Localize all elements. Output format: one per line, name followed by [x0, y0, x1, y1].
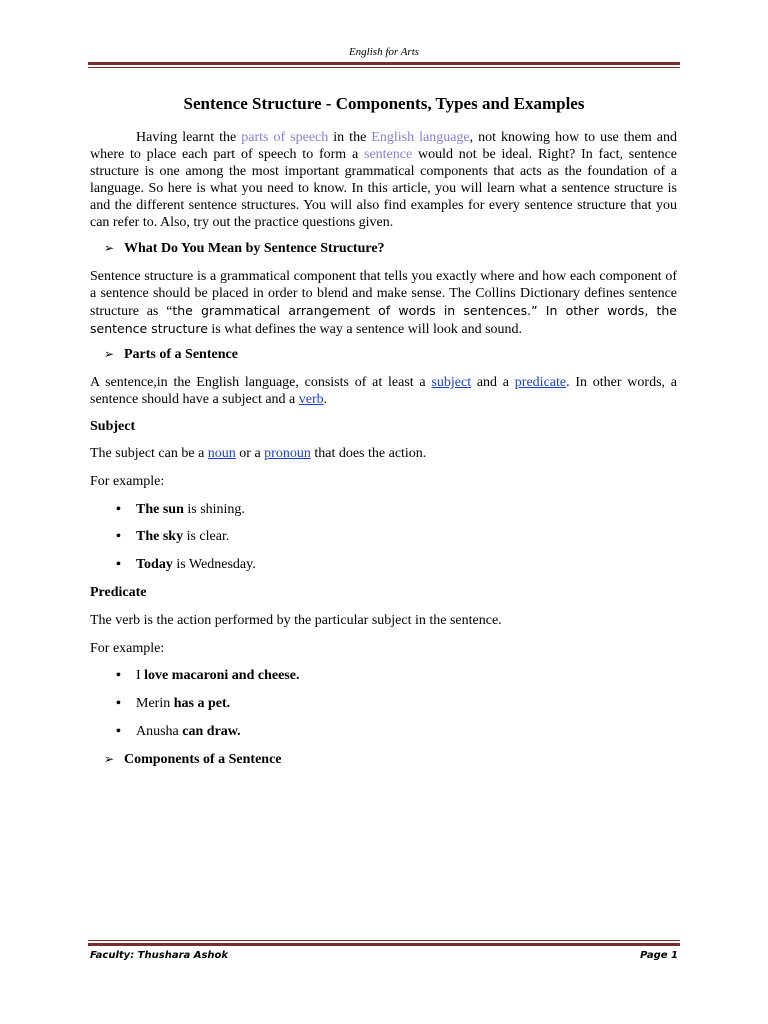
paragraph-text: A sentence,in the English language, consists of at least a: [90, 375, 432, 390]
predicate-for-example: For example:: [90, 641, 165, 656]
intro-text: would not be ideal. Right? In fact, sentence structure is one among the most important grammatical components that acts as the foundation of a language. So here is what you need to know. In this article, you will learn what a sentence structure is and the different sentence structures. You will also find examples for every sentence structure that you can refer to. Also, try out the practice questions given.: [90, 147, 677, 230]
heading-text: Components of a Sentence: [124, 752, 282, 767]
header-rule-thin: [88, 67, 680, 68]
intro-paragraph: [90, 129, 677, 231]
paragraph-text: .: [323, 392, 328, 407]
list-item: [116, 529, 229, 545]
bullet-icon: •: [116, 668, 121, 683]
intro-text: , not knowing how to use them and where to place each part of speech to form a: [90, 130, 677, 162]
bullet-icon: •: [116, 724, 121, 739]
link-pronoun[interactable]: pronoun: [264, 446, 311, 461]
example-subject: The sun: [136, 502, 184, 517]
paragraph-text: and a: [471, 375, 515, 390]
parts-paragraph: [90, 374, 677, 408]
dictionary-quote: the grammatical arrangement of words in sentences.” In other words, the sentence structure: [90, 303, 677, 336]
section-heading-parts: [104, 347, 238, 363]
heading-text: Parts of a Sentence: [124, 347, 238, 362]
page-header: English for Arts: [348, 46, 420, 58]
link-subject[interactable]: subject: [431, 375, 472, 390]
link-predicate[interactable]: predicate: [514, 375, 567, 390]
arrow-bullet-icon: ➢: [104, 347, 115, 361]
list-item: [116, 502, 245, 518]
example-subject: Anusha: [136, 724, 183, 739]
subject-heading: Subject: [90, 419, 136, 434]
link-verb[interactable]: verb: [298, 392, 324, 407]
example-subject: Today: [136, 557, 173, 572]
intro-text: Having learnt the: [136, 130, 242, 145]
arrow-bullet-icon: ➢: [104, 241, 115, 255]
list-item: [116, 668, 299, 684]
example-predicate: love macaroni and cheese.: [144, 668, 300, 683]
page-title: Sentence Structure - Components, Types and Examples: [183, 94, 585, 113]
footer-faculty: Faculty: Thushara Ashok: [90, 950, 229, 961]
example-subject: I: [136, 668, 145, 683]
bullet-icon: •: [116, 502, 121, 517]
link-sentence[interactable]: sentence: [364, 147, 413, 162]
footer-rule-thin: [88, 940, 680, 941]
footer-rule: [88, 943, 680, 946]
example-subject: The sky: [136, 529, 184, 544]
paragraph-text: . In other words, a sentence should have a subject and a: [90, 375, 677, 407]
example-predicate: has a pet.: [173, 696, 231, 711]
list-item: [116, 557, 256, 573]
section-heading-components: [104, 752, 282, 768]
paragraph-text: The subject can be a: [90, 446, 208, 461]
list-item: [116, 696, 230, 712]
header-rule: [88, 62, 680, 65]
heading-text: What Do You Mean by Sentence Structure?: [124, 241, 385, 256]
section-heading-sentence-structure: [104, 241, 385, 257]
example-subject: Merin: [136, 696, 174, 711]
predicate-definition: The verb is the action performed by the particular subject in the sentence.: [90, 613, 502, 628]
sentence-structure-paragraph: [90, 268, 677, 338]
example-predicate: can draw.: [182, 724, 241, 739]
predicate-heading: Predicate: [90, 585, 147, 600]
arrow-bullet-icon: ➢: [104, 752, 115, 766]
subject-for-example: For example:: [90, 474, 165, 489]
list-item: [116, 724, 241, 740]
link-english-language[interactable]: English language: [371, 130, 470, 145]
intro-text: in the: [328, 130, 372, 145]
example-rest: is Wednesday.: [172, 557, 256, 572]
paragraph-text: that does the action.: [310, 446, 427, 461]
paragraph-text: or a: [235, 446, 265, 461]
subject-definition: [90, 446, 426, 462]
bullet-icon: •: [116, 557, 121, 572]
example-rest: is shining.: [183, 502, 245, 517]
bullet-icon: •: [116, 529, 121, 544]
link-noun[interactable]: noun: [207, 446, 236, 461]
footer-page-number: Page 1: [640, 950, 678, 961]
link-parts-of-speech[interactable]: parts of speech: [241, 130, 329, 145]
paragraph-text: Sentence structure is a grammatical component that tells you exactly where and how each component of a sentence should be placed in order to blend and make sense. The Collins Dictionary defines sentence structure as “: [90, 269, 677, 319]
example-rest: is clear.: [183, 529, 230, 544]
bullet-icon: •: [116, 696, 121, 711]
paragraph-text: is what defines the way a sentence will look and sound.: [207, 322, 523, 337]
